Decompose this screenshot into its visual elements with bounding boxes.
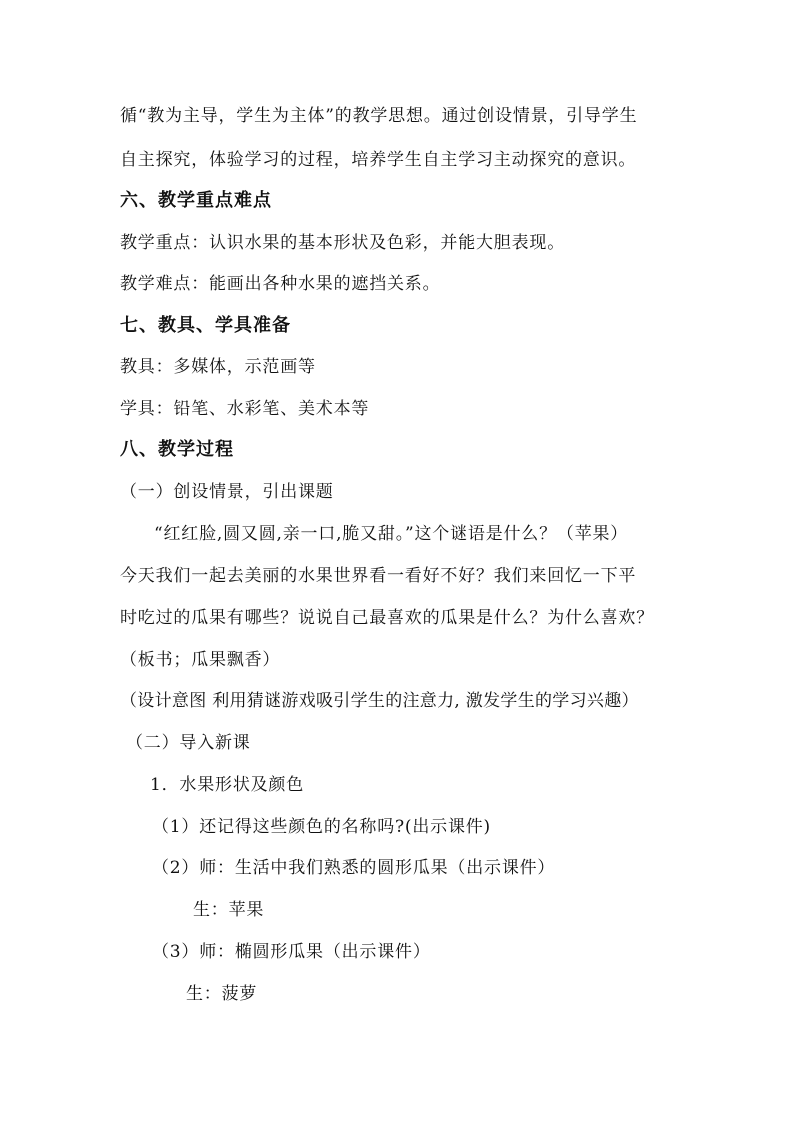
section-8-heading: 八、教学过程 xyxy=(120,439,234,460)
sub-item-2-answer: 生：苹果 xyxy=(193,900,265,920)
part-1-paragraph-line-1: 今天我们一起去美丽的水果世界看一看好不好？我们来回忆一下平 xyxy=(120,566,637,586)
teaching-key-point: 教学重点：认识水果的基本形状及色彩，并能大胆表现。 xyxy=(120,233,565,253)
sub-item-3-answer: 生：菠萝 xyxy=(186,984,258,1004)
design-intent: （设计意图 利用猜谜游戏吸引学生的注意力, 激发学生的学习兴趣） xyxy=(120,691,639,711)
intro-line-1: 循“教为主导，学生为主体”的教学思想。通过创设情景，引导学生 xyxy=(120,106,638,126)
sub-item-3: （3）师：椭圆形瓜果（出示课件） xyxy=(152,942,431,962)
part-1-paragraph-line-2: 时吃过的瓜果有哪些？说说自己最喜欢的瓜果是什么？为什么喜欢？ xyxy=(120,608,654,628)
section-6-heading: 六、教学重点难点 xyxy=(120,190,272,211)
teacher-tools: 教具：多媒体，示范画等 xyxy=(120,357,316,377)
teaching-difficulty: 教学难点：能画出各种水果的遮挡关系。 xyxy=(120,274,441,294)
sub-item-1: （1）还记得这些颜色的名称吗?(出示课件) xyxy=(152,817,491,837)
sub-item-2: （2）师：生活中我们熟悉的圆形瓜果（出示课件） xyxy=(152,858,556,878)
student-tools: 学具：铅笔、水彩笔、美术本等 xyxy=(120,399,370,419)
item-1-heading: 1．水果形状及颜色 xyxy=(150,775,305,795)
section-7-heading: 七、教具、学具准备 xyxy=(120,315,291,336)
part-1-title: （一）创设情景，引出课题 xyxy=(120,482,334,502)
part-2-title: （二）导入新课 xyxy=(126,733,251,753)
riddle-line: “红红脸,圆又圆,亲一口,脆又甜。”这个谜语是什么？（苹果） xyxy=(154,524,629,544)
blackboard-note: （板书；瓜果飘香） xyxy=(120,650,281,670)
intro-line-2: 自主探究，体验学习的过程，培养学生自主学习主动探究的意识。 xyxy=(120,150,637,170)
